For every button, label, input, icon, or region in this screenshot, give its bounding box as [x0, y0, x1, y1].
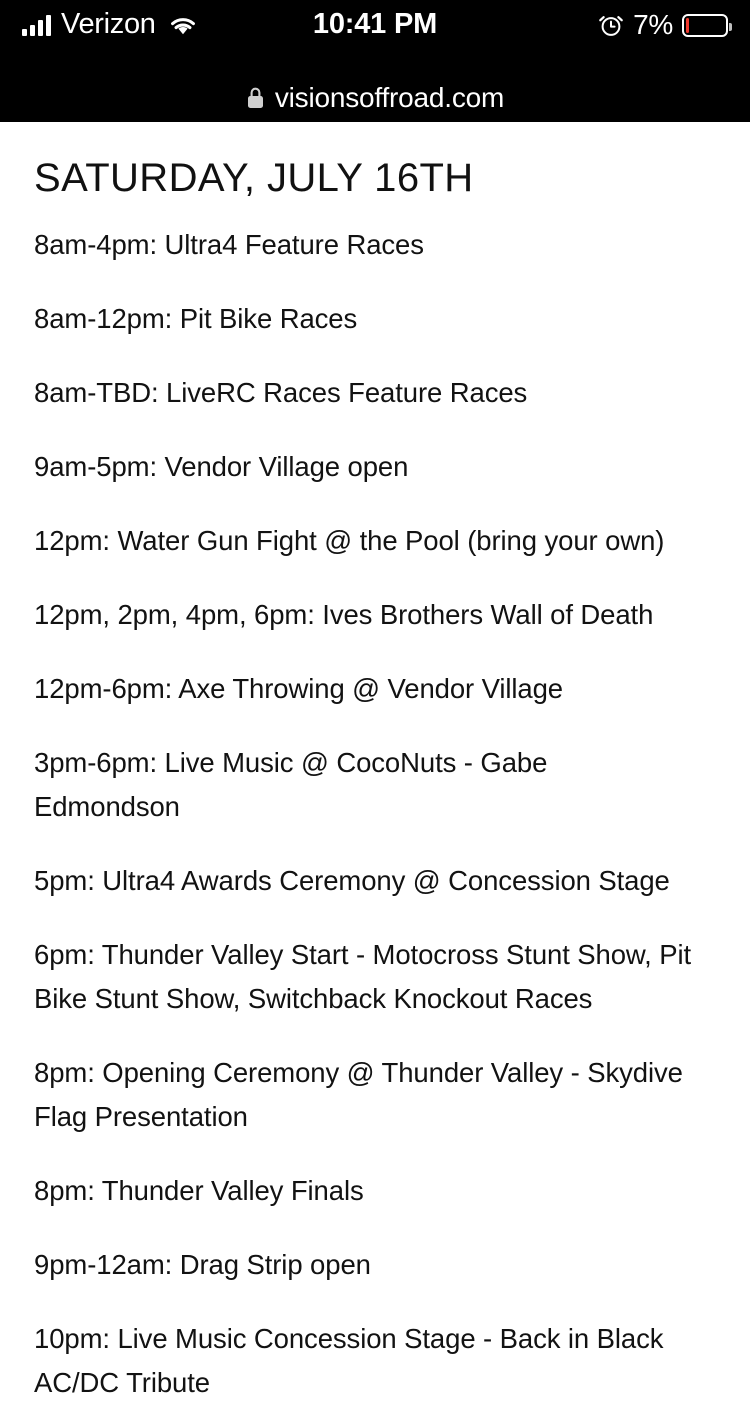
list-item: 12pm-6pm: Axe Throwing @ Vendor Village [34, 673, 563, 704]
list-item: 8am-TBD: LiveRC Races Feature Races [34, 377, 528, 408]
list-item: 8am-4pm: Ultra4 Feature Races [34, 229, 424, 260]
browser-url-bar[interactable] [0, 82, 750, 122]
list-item: 3pm-6pm: Live Music @ CocoNuts - Gabe Edmondson [34, 747, 548, 822]
list-item: 9am-5pm: Vendor Village open [34, 451, 409, 482]
battery-percent-label: 7% [633, 9, 673, 40]
list-item: 8pm: Thunder Valley Finals [34, 1175, 364, 1206]
clock-label: 10:41 PM [312, 8, 438, 40]
list-item: 10pm: Live Music Concession Stage - Back in Black AC/DC Tribute [34, 1323, 664, 1398]
carrier-label: Verizon [61, 8, 156, 40]
list-item: 12pm, 2pm, 4pm, 6pm: Ives Brothers Wall of Death [34, 599, 654, 630]
page-content [0, 122, 750, 1405]
lock-icon [246, 86, 265, 110]
schedule-list [34, 223, 718, 1405]
list-item: 8pm: Opening Ceremony @ Thunder Valley - Skydive Flag Presentation [34, 1057, 683, 1132]
list-item: 12pm: Water Gun Fight @ the Pool (bring your own) [34, 525, 665, 556]
page-title: SATURDAY, JULY 16TH [34, 156, 474, 200]
status-bar [0, 0, 750, 82]
list-item: 8am-12pm: Pit Bike Races [34, 303, 358, 334]
list-item: 6pm: Thunder Valley Start - Motocross Stunt Show, Pit Bike Stunt Show, Switchback Knockout Races [34, 939, 692, 1014]
list-item: 5pm: Ultra4 Awards Ceremony @ Concession Stage [34, 865, 670, 896]
list-item: 9pm-12am: Drag Strip open [34, 1249, 371, 1280]
battery-icon [682, 14, 728, 37]
url-label: visionsoffroad.com [274, 82, 505, 113]
